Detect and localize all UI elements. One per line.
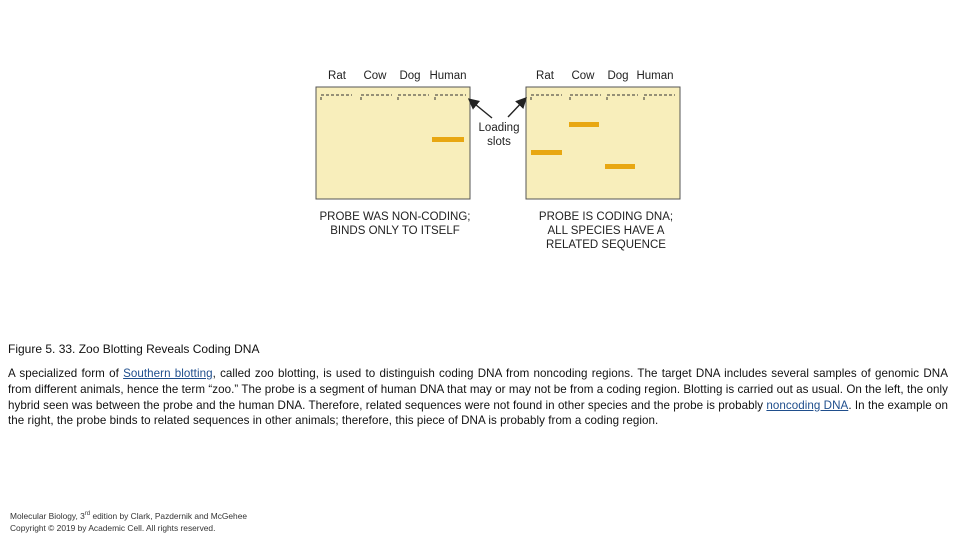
caption-text-1: A specialized form of (8, 367, 124, 380)
figure-caption (8, 366, 948, 429)
footer-line-2: Copyright © 2019 by Academic Cell. All rights reserved. (10, 523, 216, 534)
caption-text-2: , called zoo blotting, is used to distinguish coding DNA from noncoding regions. The target DNA includes several samples of genomic DNA from different animals, hence the term “zoo.” The probe is a segment of human DNA that may or may not be from a coding region. Blotting is carried out as usual. On the left, the only hybrid seen was between the probe and the human DNA. Therefore, related sequences were not found in other species and the probe is probably (8, 367, 948, 412)
right-band-cow (569, 122, 599, 127)
left-lane-dog: Dog (399, 70, 421, 82)
southern-blotting-link[interactable]: Southern blotting (123, 367, 213, 380)
right-caption-line2: ALL SPECIES HAVE A (547, 225, 665, 237)
zoo-blot-figure (300, 60, 720, 260)
loading-label-line2: slots (487, 136, 511, 148)
right-caption-line1: PROBE IS CODING DNA; (538, 211, 674, 223)
figure-title: Figure 5. 33. Zoo Blotting Reveals Coding DNA (8, 342, 260, 356)
left-caption-line2: BINDS ONLY TO ITSELF (330, 225, 460, 237)
left-gel (316, 87, 470, 199)
footer-line-1: Molecular Biology, 3rd edition by Clark, Pazdernik and McGehee (10, 510, 248, 521)
noncoding-dna-link[interactable]: noncoding DNA (766, 398, 849, 412)
loading-label-line1: Loading (478, 122, 520, 134)
left-lane-cow: Cow (363, 70, 387, 82)
caption-text-3: . In the example on the right, the probe binds to related sequences in other animals; therefore, this piece of DNA is probably from a coding region. (8, 398, 949, 428)
left-lane-human: Human (429, 70, 467, 82)
right-lane-human: Human (636, 70, 674, 82)
zoo-blot-diagram (300, 60, 720, 260)
copyright-footer (10, 508, 247, 535)
right-caption-line3: RELATED SEQUENCE (546, 239, 666, 251)
right-band-rat (531, 150, 562, 155)
right-lane-dog: Dog (607, 70, 629, 82)
arrow-to-left-slots (470, 100, 492, 118)
right-lane-rat: Rat (536, 70, 554, 82)
right-gel (526, 87, 680, 199)
left-band-human (432, 137, 464, 142)
right-lane-cow: Cow (571, 70, 595, 82)
arrow-to-right-slots (508, 99, 525, 117)
left-caption-line1: PROBE WAS NON-CODING; (319, 211, 471, 223)
left-lane-rat: Rat (328, 70, 346, 82)
right-band-dog (605, 164, 635, 169)
